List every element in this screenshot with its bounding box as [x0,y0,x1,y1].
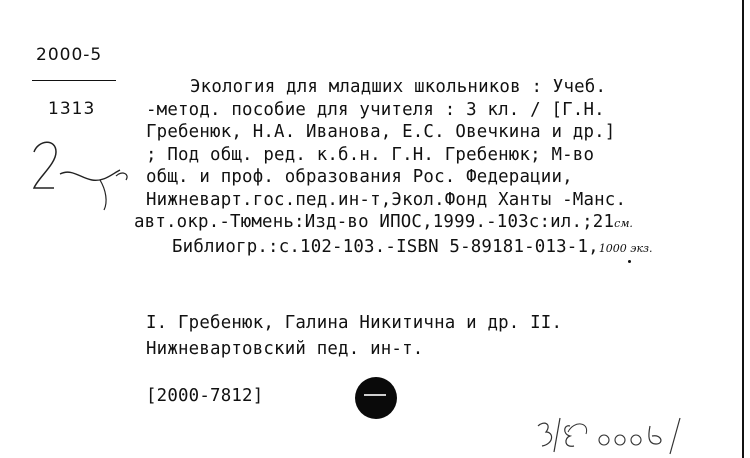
entry-line: Экология для младших школьников : Учеб. [190,77,607,97]
entry-line: -метод. пособие для учителя : 3 кл. / [Г.Н. [146,99,605,120]
entry-line: ; Под общ. ред. к.б.н. Г.Н. Гребенюк; М-во [146,144,595,165]
tracing-line: Нижневартовский пед. ин-т. [146,339,424,359]
tracing-line: I. Гребенюк, Галина Никитична и др. II. [146,313,563,333]
card-code: 2000-5 [36,45,103,65]
handwritten-mark-side [20,130,140,220]
entry-line: общ. и проф. образования Рос. Федерации, [146,167,573,187]
ink-dot [628,260,631,263]
entry-line: Нижневарт.гос.пед.ин-т,Экол.Фонд Ханты -Манс. [146,189,627,210]
tracing-entries [146,310,562,362]
entry-line: Гребенюк, Н.А. Иванова, Е.С. Овечкина и др.] [146,122,616,142]
card-number: 1313 [48,99,96,119]
entry-line-text: Библиогр.:с.102-103.-ISBN 5-89181-013-1, [172,236,599,257]
bibliographic-entry [130,76,750,260]
side-rule [32,80,116,81]
size-note: см. [614,217,633,230]
copies-note: 1000 экз. [598,241,653,255]
catalog-number: [2000-7812] [146,386,264,406]
entry-line [130,211,750,236]
handwritten-mark-bottom [530,412,710,456]
entry-line [130,236,750,261]
punch-hole [355,377,397,419]
entry-line-text: авт.окр.-Тюмень:Изд-во ИПОС,1999.-103с:ил.;21 [134,212,615,232]
